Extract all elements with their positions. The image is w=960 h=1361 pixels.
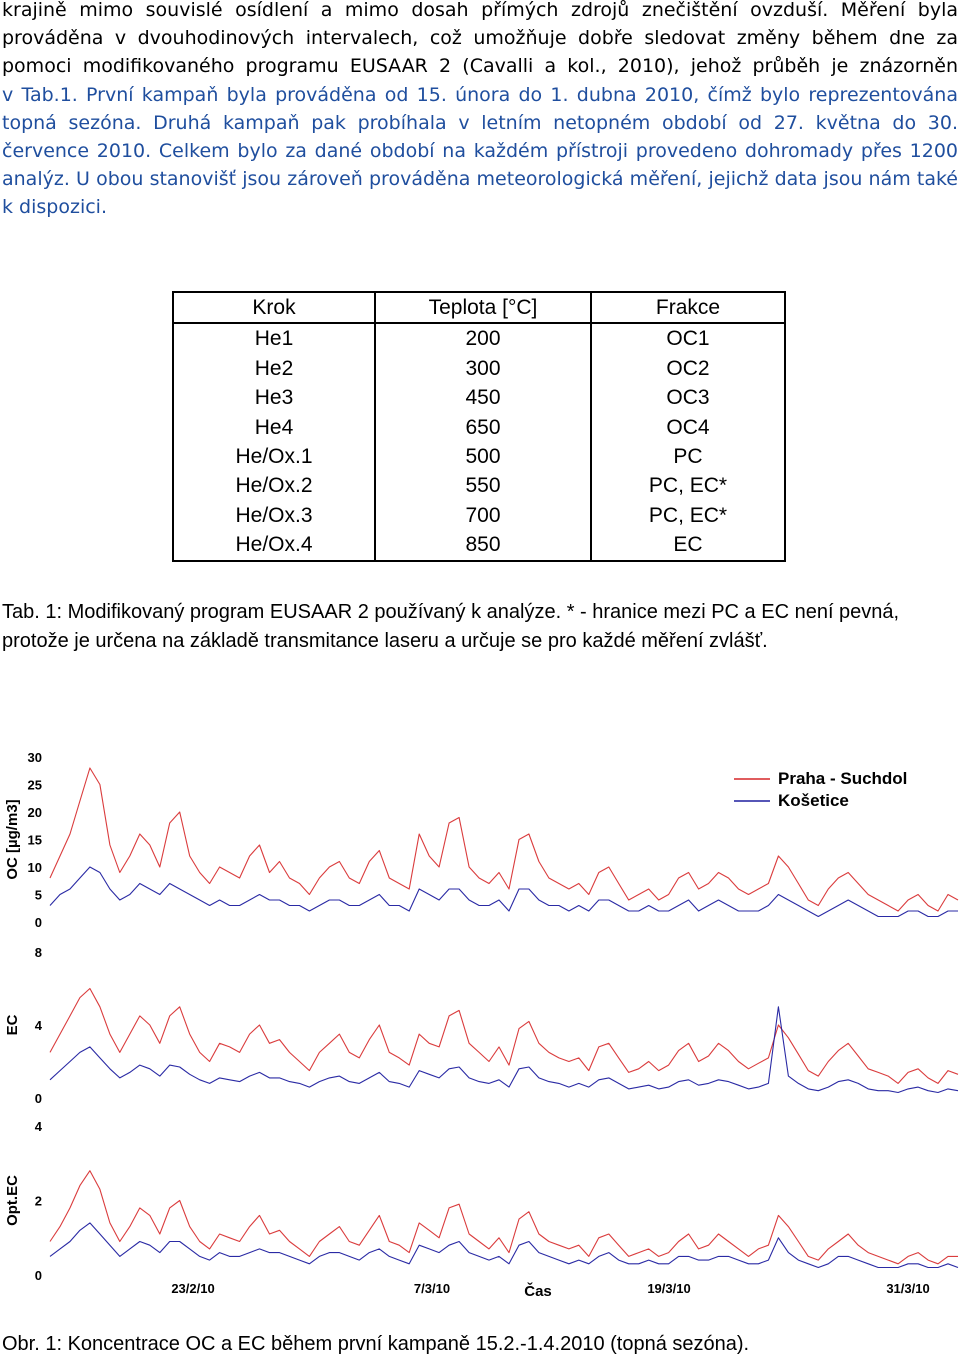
y-tick-label: 10 — [27, 860, 42, 875]
table-row — [173, 471, 785, 500]
y-tick-label: 0 — [34, 1268, 42, 1283]
table-row — [173, 413, 785, 442]
paragraph-line: krajině mimo souvislé osídlení a mimo dosah přímých zdrojů znečištění ovzduší. Měření byla — [2, 0, 958, 21]
table-cell: He/Ox.1 — [173, 442, 375, 471]
table-cell: He/Ox.2 — [173, 471, 375, 500]
y-tick-label: 4 — [34, 1119, 42, 1134]
table-cell: 700 — [375, 501, 591, 530]
y-tick-label: 20 — [27, 805, 42, 820]
table-cell: He3 — [173, 383, 375, 412]
paragraph-line: analýz. U obou stanovišť jsou zároveň prováděna meteorologická měření, jejichž data jsou nám také — [2, 168, 958, 191]
x-axis — [171, 1281, 929, 1300]
column-header-frakce: Frakce — [591, 292, 785, 323]
table-cell: 850 — [375, 530, 591, 560]
paragraph-line: července 2010. Celkem bylo za dané období na každém přístroji provedeno dohromady přes 1200 — [2, 140, 958, 163]
table-cell: He/Ox.4 — [173, 530, 375, 560]
eusaar-program-table — [172, 291, 786, 562]
column-header-teplota: Teplota [°C] — [375, 292, 591, 323]
table-row — [173, 442, 785, 471]
table-cell: 650 — [375, 413, 591, 442]
y-axis-label: EC — [4, 1014, 21, 1036]
figure-caption — [2, 1330, 958, 1359]
table-cell: He4 — [173, 413, 375, 442]
series-line-praha-suchdol — [50, 1171, 958, 1264]
column-header-krok: Krok — [173, 292, 375, 323]
y-tick-label: 4 — [34, 1018, 42, 1033]
table-cell: OC1 — [591, 323, 785, 353]
table-row — [173, 354, 785, 383]
chart-legend — [734, 769, 907, 810]
series-line-ko-etice — [50, 1007, 958, 1093]
y-tick-label: 15 — [27, 832, 42, 848]
y-tick-label: 8 — [34, 945, 42, 960]
table-row — [173, 383, 785, 412]
table-cell: OC3 — [591, 383, 785, 412]
caption-line: protože je určena na základě transmitance laseru a určuje se pro každé měření zvlášť. — [2, 629, 768, 652]
table-cell: He/Ox.3 — [173, 501, 375, 530]
x-tick-label: 23/2/10 — [171, 1281, 215, 1296]
y-tick-label: 5 — [34, 887, 42, 903]
panel-opt-ec — [4, 1119, 958, 1283]
paragraph-line: v Tab.1. První kampaň byla prováděna od 15. února do 1. dubna 2010, čímž bylo reprezentována — [2, 83, 958, 106]
series-line-praha-suchdol — [50, 768, 958, 911]
paragraph-line: topná sezóna. Druhá kampaň pak probíhala v letním netopném období od 27. května do 30. — [2, 111, 958, 134]
paragraph-line: k dispozici. — [2, 196, 107, 219]
legend-label: Košetice — [778, 791, 849, 810]
y-axis-label: Opt.EC — [4, 1175, 21, 1226]
y-tick-label: 0 — [34, 915, 42, 930]
table-row — [173, 501, 785, 530]
table-cell: He2 — [173, 354, 375, 383]
table-cell: 450 — [375, 383, 591, 412]
table-cell: PC, EC* — [591, 471, 785, 500]
table-row — [173, 530, 785, 560]
table-header-row — [173, 292, 785, 323]
legend-label: Praha - Suchdol — [778, 769, 908, 788]
table-cell: EC — [591, 530, 785, 560]
table-cell: 500 — [375, 442, 591, 471]
table-cell: OC4 — [591, 413, 785, 442]
paragraph-line: prováděna v dvouhodinových intervalech, což umožňuje dobře sledovat změny během dne za — [2, 27, 958, 50]
y-tick-label: 25 — [27, 777, 42, 793]
x-axis-label: Čas — [524, 1283, 552, 1300]
panel-ec — [4, 945, 958, 1106]
x-tick-label: 31/3/10 — [886, 1281, 930, 1296]
table-cell: 200 — [375, 323, 591, 353]
series-line-ko-etice — [50, 867, 958, 917]
chart-panels — [4, 750, 958, 1283]
series-line-praha-suchdol — [50, 989, 958, 1084]
table-cell: 300 — [375, 354, 591, 383]
body-paragraph — [2, 0, 958, 222]
y-axis-label: OC [µg/m3] — [4, 799, 21, 880]
table-cell: PC, EC* — [591, 501, 785, 530]
y-tick-label: 2 — [34, 1193, 42, 1209]
oc-ec-time-series-chart — [0, 740, 960, 1300]
x-tick-label: 19/3/10 — [647, 1281, 691, 1296]
table-cell: 550 — [375, 471, 591, 500]
y-tick-label: 30 — [27, 750, 42, 765]
caption-line: Tab. 1: Modifikovaný program EUSAAR 2 používaný k analýze. * - hranice mezi PC a EC není pevná, — [2, 601, 900, 623]
table-cell: OC2 — [591, 354, 785, 383]
caption-line: Obr. 1: Koncentrace OC a EC během první kampaně 15.2.-1.4.2010 (topná sezóna). — [2, 1333, 750, 1355]
y-tick-label: 0 — [34, 1091, 42, 1106]
table-caption — [2, 598, 958, 655]
table-cell: PC — [591, 442, 785, 471]
x-tick-label: 7/3/10 — [413, 1281, 451, 1296]
table-row — [173, 323, 785, 353]
table-cell: He1 — [173, 323, 375, 353]
paragraph-line: pomoci modifikovaného programu EUSAAR 2 (Cavalli a kol., 2010), jehož průběh je znázorněn — [2, 55, 958, 78]
